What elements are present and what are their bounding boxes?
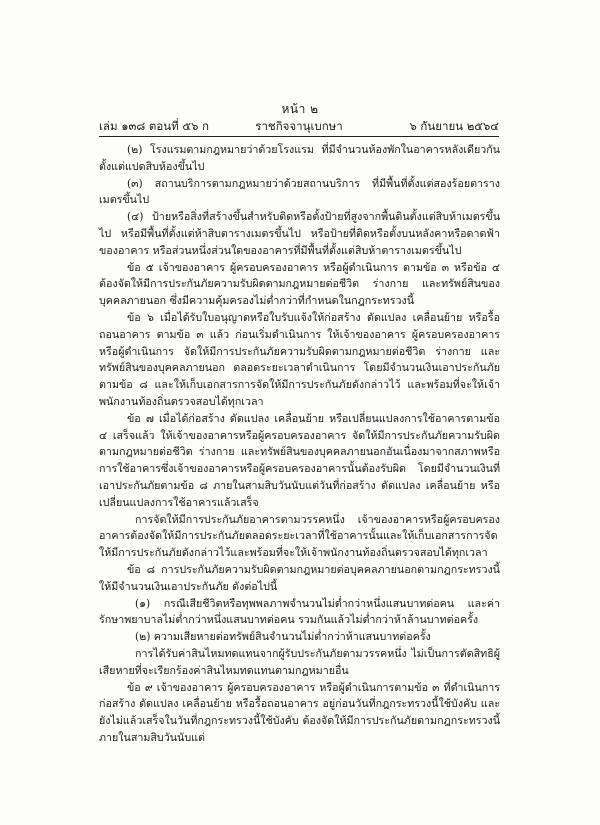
header-rule xyxy=(99,136,499,137)
paragraph-clause-8: ข้อ ๘ การประกันภัยความรับผิดตามกฎหมายต่อบุคคลภายนอกตามกฎกระทรวงนี้ ให้มีจำนวนเงินเอาประกันภัย ดังต่อไปนี้ xyxy=(99,562,500,593)
paragraph-clause-5: ข้อ ๕ เจ้าของอาคาร ผู้ครอบครองอาคาร หรือผู้ดำเนินการ ตามข้อ ๓ หรือข้อ ๔ ต้องจัดให้มีการประกันภัยความรับผิดตามกฎหมายต่อชีวิต ร่างกาย และทรัพย์สินของบุคคลภายนอก ซึ่งมีความคุ้มครองไม่ต่ำกว่าที่กำหนดในกฎกระทรวงนี้ xyxy=(99,260,500,308)
document-body xyxy=(99,142,500,747)
paragraph-clause-6: ข้อ ๖ เมื่อได้รับใบอนุญาตหรือใบรับแจ้งให้ก่อสร้าง ดัดแปลง เคลื่อนย้าย หรือรื้อถอนอาคาร ตามข้อ ๓ แล้ว ก่อนเริ่มดำเนินการ ให้เจ้าของอาคาร ผู้ครอบครองอาคาร หรือผู้ดำเนินการ จัดให้มีการประกันภัยความรับผิดตามกฎหมายต่อชีวิต ร่างกาย และทรัพย์สินของบุคคลภายนอก ตลอดระยะเวลาดำเนินการ โดยมีจำนวนเงินเอาประกันภัยตามข้อ ๘ และให้เก็บเอกสารการจัดให้มีการประกันภัยดังกล่าวไว้ และพร้อมที่จะให้เจ้าพนักงานท้องถิ่นตรวจสอบได้ทุกเวลา xyxy=(99,310,500,408)
page-header xyxy=(99,118,499,134)
publication-date: ๖ กันยายน ๒๕๖๔ xyxy=(409,119,499,133)
volume-issue: เล่ม ๑๓๘ ตอนที่ ๕๖ ก xyxy=(99,119,209,133)
paragraph-clause-8-item-2: (๒) ความเสียหายต่อทรัพย์สินจำนวนไม่ต่ำกว่าห้าแสนบาทต่อครั้ง xyxy=(135,630,431,644)
gazette-name: ราชกิจจานุเบกษา xyxy=(255,119,343,133)
page-number: หน้า ๒ xyxy=(281,102,319,116)
paragraph-item-2: (๒) โรงแรมตามกฎหมายว่าด้วยโรงแรม ที่มีจำนวนห้องพักในอาคารหลังเดียวกันตั้งแต่แปดสิบห้องขึ้นไป xyxy=(99,143,500,173)
paragraph-clause-9: ข้อ ๙ เจ้าของอาคาร ผู้ครอบครองอาคาร หรือผู้ดำเนินการตามข้อ ๓ ที่ดำเนินการก่อสร้าง ดัดแปลง เคลื่อนย้าย หรือรื้อถอนอาคาร อยู่ก่อนวันที่กฎกระทรวงนี้ใช้บังคับ และยังไม่แล้วเสร็จในวันที่กฎกระทรวงนี้ใช้บังคับ ต้องจัดให้มีการประกันภัยตามกฎกระทรวงนี้ภายในสามสิบวันนับแต่ xyxy=(99,680,500,744)
paragraph-clause-8-item-1: (๑) กรณีเสียชีวิตหรือทุพพลภาพจำนวนไม่ต่ำกว่าหนึ่งแสนบาทต่อคน และค่ารักษาพยาบาลไม่ต่ำกว่าหนึ่งแสนบาทต่อคน รวมกันแล้วไม่ต่ำกว่าห้าล้านบาทต่อครั้ง xyxy=(99,596,500,627)
paragraph-clause-7-para-2: การจัดให้มีการประกันภัยอาคารตามวรรคหนึ่ง เจ้าของอาคารหรือผู้ครอบครองอาคารต้องจัดให้มีการประกันภัยตลอดระยะเวลาที่ใช้อาคารนั้นและให้เก็บเอกสารการจัดให้มีการประกันภัยดังกล่าวไว้และพร้อมที่จะให้เจ้าพนักงานท้องถิ่นตรวจสอบได้ทุกเวลา xyxy=(99,512,500,560)
paragraph-item-4: (๔) ป้ายหรือสิ่งที่สร้างขึ้นสำหรับติดหรือตั้งป้ายที่สูงจากพื้นดินตั้งแต่สิบห้าเมตรขึ้นไป หรือมีพื้นที่ตั้งแต่ห้าสิบตารางเมตรขึ้นไป หรือป้ายที่ติดหรือตั้งบนหลังคาหรือดาดฟ้าของอาคาร หรือส่วนหนึ่งส่วนใดของอาคารที่มีพื้นที่ตั้งแต่สิบห้าตารางเมตรขึ้นไป xyxy=(99,210,500,257)
paragraph-clause-7: ข้อ ๗ เมื่อได้ก่อสร้าง ดัดแปลง เคลื่อนย้าย หรือเปลี่ยนแปลงการใช้อาคารตามข้อ ๔ เสร็จแล้ว ให้เจ้าของอาคารหรือผู้ครอบครองอาคาร จัดให้มีการประกันภัยความรับผิดตามกฎหมายต่อชีวิต ร่างกาย และทรัพย์สินของบุคคลภายนอกอันเนื่องมาจากสภาพหรือการใช้อาคารซึ่งเจ้าของอาคารหรือผู้ครอบครองอาคารนั้นต้องรับผิด โดยมีจำนวนเงินที่เอาประกันภัยตามข้อ ๘ ภายในสามสิบวันนับแต่วันที่ก่อสร้าง ดัดแปลง เคลื่อนย้าย หรือเปลี่ยนแปลงการใช้อาคารแล้วเสร็จ xyxy=(99,411,500,509)
paragraph-clause-8-para-2: การได้รับค่าสินไหมทดแทนจากผู้รับประกันภัยตามวรรคหนึ่ง ไม่เป็นการตัดสิทธิผู้เสียหายที่จะเรียกร้องค่าสินไหมทดแทนตามกฎหมายอื่น xyxy=(99,646,500,677)
paragraph-item-3: (๓) สถานบริการตามกฎหมายว่าด้วยสถานบริการ ที่มีพื้นที่ตั้งแต่สองร้อยตารางเมตรขึ้นไป xyxy=(99,176,500,207)
